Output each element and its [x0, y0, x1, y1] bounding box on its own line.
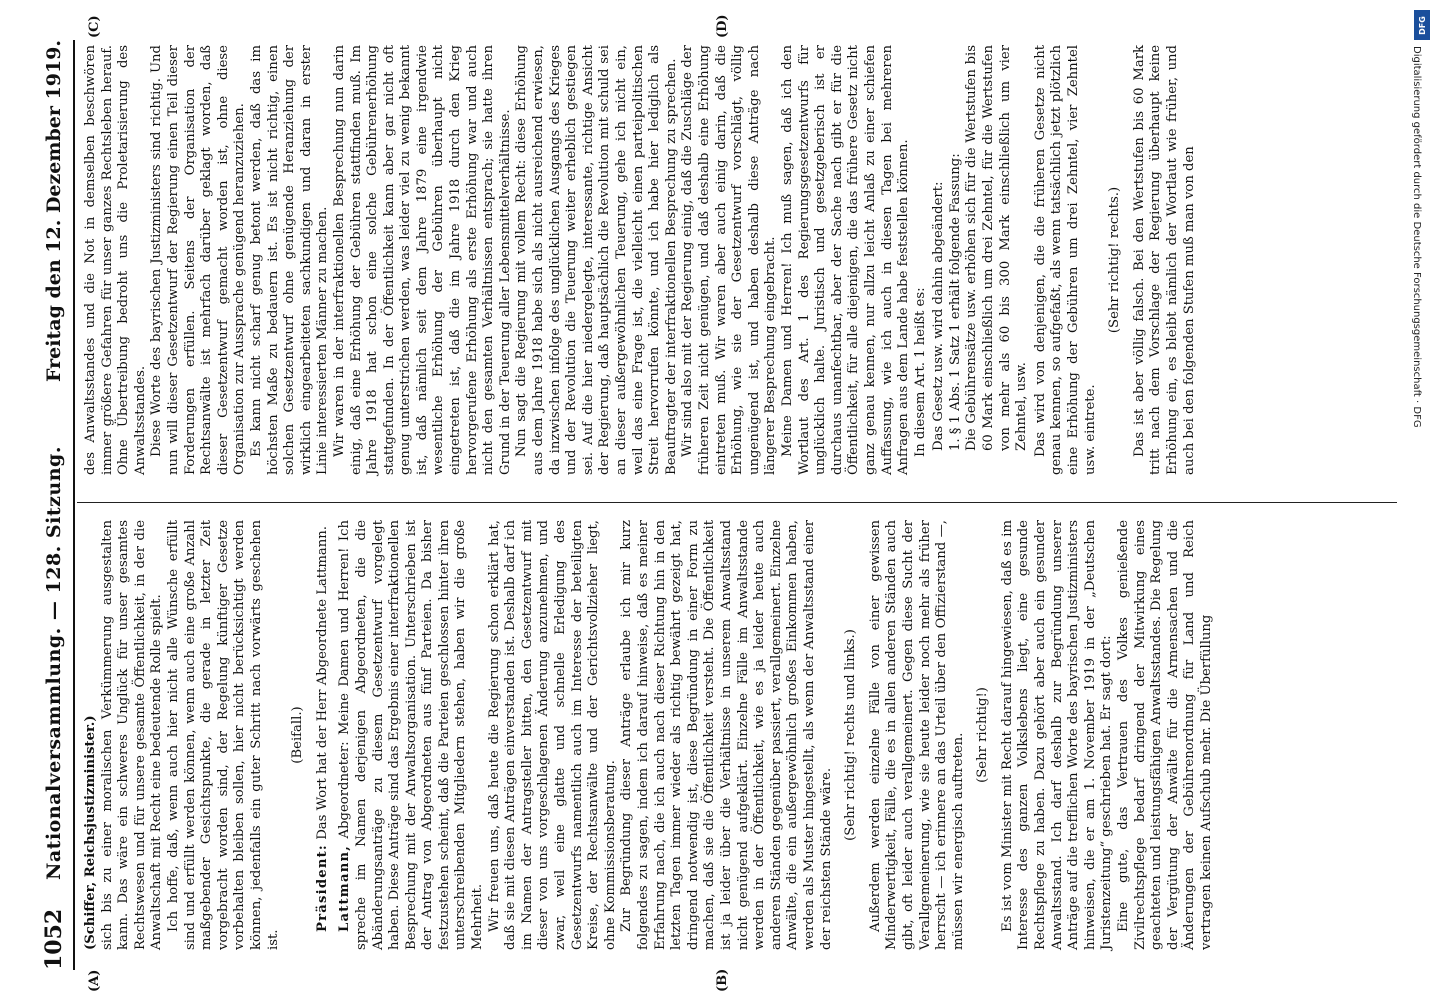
paragraph: Wir freuen uns, daß heute die Regierung schon erklärt hat, daß sie mit diesen Anträgen einverstanden ist. Deshalb darf ich im Namen der Antragsteller bitten, den Gesetzentwurf mit dieser von uns vorgeschlagenen Änderung anzunehmen, und zwar, weil eine glatte und schnelle Erledigung des Gesetzentwurfs namentlich auch im Interesse der beteiligten Kreise, der Rechtsanwälte und der Gerichtsvollzieher liegt, ohne Kommissionsberatung.	[486, 520, 618, 950]
paragraph: Ich hoffe, daß, wenn auch hier nicht alle Wünsche erfüllt sind und erfüllt werden können, wenn auch eine große Anzahl maßgebender Gesichtspunkte, die gerade in letzter Zeit vorgebracht worden sind, der Regelung künftiger Gesetze vorbehalten bleiben sollen, hier nicht berücksichtigt werden können, jedenfalls ein guter Schritt nach vorwärts geschehen ist.	[165, 520, 281, 950]
right-column	[83, 45, 1198, 475]
president-paragraph: Präsident: Das Wort hat der Herr Abgeordnete Lattmann.	[314, 526, 330, 932]
paragraph: Das ist aber völlig falsch. Bei den Wertstufen bis 60 Mark tritt nach dem Vorschlage der Regierung überhaupt keine Erhöhung ein, es bleibt nämlich der Wortlaut wie früher, und auch bei den folgenden Stufen muß man von den	[1131, 45, 1197, 475]
interjection: (Beifall.)	[290, 706, 306, 764]
left-column	[83, 520, 1216, 950]
list-item: Das Gesetz usw. wird dahin abgeändert:	[931, 181, 947, 451]
lattmann-paragraph: Lattmann, Abgeordneter: Meine Damen und Herren! Ich spreche im Namen derjenigen Abgeordneten, die die Abänderungsanträge zu diesem Gesetzentwurf vorgelegt haben. Diese Anträge sind das Ergebnis einer interfraktionellen Besprechung mit der Anwaltsorganisation. Unterschrieben ist der Antrag von Abgeordneten aus fünf Parteien. Da bisher festzustehen scheint, daß die Parteien geschlossen hinter ihren unterschreibenden Mitgliedern stehen, haben wir die große Mehrheit.	[337, 520, 486, 950]
page-header	[35, 40, 71, 970]
quotation-continued: des Anwaltsstandes und die Not in demselben beschwören immer größere Gefahren für unser ganzes Rechtsleben herauf. Ohne Übertreibung bedroht uns die Proletarisierung des Anwaltsstandes.	[83, 45, 148, 475]
list-item: Die Gebührensätze usw. erhöhen sich für die Wertstufen bis 60 Mark einschließlich um drei Zehntel, für die Wertstufen von mehr als 60 bis 300 Mark einschließlich um vier Zehntel, usw.	[964, 45, 1030, 451]
dfg-credit-text: Digitalisierung gefördert durch die Deutsche Forschungsgemeinschaft · DFG	[1411, 46, 1422, 428]
session-date: Freitag den 12. Dezember 1919.	[43, 40, 65, 382]
page-number: 1052	[41, 908, 67, 970]
paragraph: Außerdem werden einzelne Fälle von einer gewissen Minderwertigkeit, Fälle, die es in allen anderen Ständen auch gibt, oft leider auch verallgemeinert. Gegen diese Sucht der Verallgemeinerung, wie sie heute leider noch mehr als früher herrscht — ich erinnere an das Urteil über den Offizierstand —, müssen wir energisch auftreten.	[867, 520, 966, 950]
page-title: Nationalversammlung. — 128. Sitzung.	[43, 446, 65, 880]
paragraph: Nun sagt die Regierung mit vollem Recht: diese Erhöhung aus dem Jahre 1918 habe sich als nicht ausreichend erwiesen, da inzwischen infolge des unglücklichen Ausgangs des Krieges und der Revolution die Teuerung weiter erheblich gestiegen sei. Auf die hier niedergelegte, interessante, richtige Ansicht der Regierung, daß hauptsächlich die Revolution mit schuld sei an dieser außergewöhnlichen Teuerung, gehe ich nicht ein, weil das eine Frage ist, die vielleicht einen parteipolitischen Streit hervorrufen könnte, und ich habe hier lediglich als Beauftragter der interfraktionellen Besprechung zu sprechen.	[514, 45, 679, 475]
paragraph: Es kann nicht scharf genug betont werden, daß das im höchsten Maße zu bedauern ist. Es ist nicht richtig, einen solchen Gesetzentwurf ohne genügende Heranziehung der wirklich eingearbeiteten sachkundigen und daran in erster Linie interessierten Männer zu machen.	[248, 45, 331, 475]
paragraph: Wir waren in der interfraktionellen Besprechung nun darin einig, daß eine Erhöhung der Gebühren stattfinden muß. Im Jahre 1918 hat schon eine solche Gebührenerhöhung stattgefunden. In der Öffentlichkeit kann aber gar nicht oft genug unterstrichen werden, was leider viel zu wenig bekannt ist, daß nämlich seit dem Jahre 1879 eine irgendwie wesentliche Erhöhung der Gebühren überhaupt nicht eingetreten ist, daß die im Jahre 1918 durch den Krieg hervorgerufene Erhöhung als erste Erhöhung war und auch nicht den gesamten Verhältnissen entsprach; sie hatte ihren Grund in der Teuerung aller Lebensmittelverhältnisse.	[331, 45, 513, 475]
interjection: (Sehr richtig! rechts.)	[1107, 186, 1123, 334]
paragraph: Es ist vom Minister mit Recht darauf hingewiesen, daß es im Interesse des ganzen Volkslebens liegt, eine gesunde Rechtspflege zu haben. Dazu gehört aber auch ein gesunder Anwaltsstand. Ich darf deshalb zur Begründung unserer Anträge auf die trefflichen Worte des bayrischen Justizministers hinweisen, die er am 1. November 1919 in der „Deutschen Juristenzeitung“ geschrieben hat. Er sagt dort:	[999, 520, 1115, 950]
law-quotation	[931, 45, 1031, 451]
margin-marker-c: (C)	[87, 15, 102, 38]
header-rule	[73, 40, 75, 970]
paragraph: Meine Damen und Herren! Ich muß sagen, daß ich den Wortlaut des Art. 1 des Regierungsgesetzentwurfs für unglücklich halte. Juristisch und gesetzgeberisch ist er durchaus unanfechtbar, aber der Sache nach gibt er für die Öffentlichkeit, für alle diejenigen, die das frühere Gesetz nicht ganz genau kennen, nur allzu leicht Anlaß zu einer schiefen Auffassung, wie ich auch in diesen Tagen bei mehreren Anfragen aus dem Lande habe feststellen können.	[779, 45, 912, 475]
newspaper-page	[15, 0, 1410, 1000]
paragraph: Wir sind also mit der Regierung einig, daß die Zuschläge der früheren Zeit nicht genügen, und daß deshalb eine Erhöhung eintreten muß. Wir waren aber auch einig darin, daß die Erhöhung, wie sie der Gesetzentwurf vorschlägt, völlig ungenügend ist, und haben deshalb diese Anträge nach längerer Besprechung eingebracht.	[680, 45, 779, 475]
speaker-label: Lattmann,	[337, 844, 353, 932]
paragraph: Das wird von denjenigen, die die früheren Gesetze nicht genau kennen, so aufgefaßt, als wenn tatsächlich jetzt plötzlich eine Erhöhung der Gebühren um drei Zehntel, vier Zehntel usw. eintrete.	[1032, 45, 1098, 475]
paragraph: In diesem Art. 1 heißt es:	[912, 287, 928, 457]
speaker-attribution: (Schiffer, Reichsjustizminister.)	[83, 715, 98, 950]
paragraph: sich bis zu einer moralischen Verkümmerung ausgestalten kann. Das wäre ein schweres Unglück für unser gesamtes Rechtswesen und für unsere gesamte Öffentlichkeit, in der die Anwaltschaft mit Recht eine bedeutende Rolle spielt.	[99, 520, 165, 950]
list-item: 1. § 1 Abs. 1 Satz 1 erhält folgende Fassung:	[947, 153, 963, 451]
quotation: Eine gute, das Vertrauen des Volkes genießende Zivilrechtspflege bedarf dringend der Mitwirkung eines geachteten und leistungsfähigen Anwaltsstandes. Die Regelung der Vergütung der Anwälte für die Armensachen und die Änderungen der Gebührenordnung für Land und Reich vertragen keinen Aufschub mehr. Die Überfüllung	[1116, 520, 1214, 950]
speaker-label: Präsident:	[314, 843, 330, 932]
column-divider	[77, 502, 1397, 503]
margin-marker-d: (D)	[715, 14, 730, 38]
interjection: (Sehr richtig!)	[975, 687, 991, 783]
dfg-logo: DFG	[1414, 10, 1430, 40]
paragraph: Zur Begründung dieser Anträge erlaube ich mir kurz folgendes zu sagen, indem ich darauf hinweise, daß es meiner Erfahrung nach, die ich auch nach dieser Richtung hin in den letzten Tagen immer wieder als richtig bewährt gezeigt hat, dringend notwendig ist, diese Begründung in einer Form zu machen, daß sie die Öffentlichkeit versteht. Die Öffentlichkeit ist ja leider über die Verhältnisse in unserem Anwaltsstand nicht genügend aufgeklärt. Einzelne Fälle im Anwaltsstande werden in der Öffentlichkeit, wie es ja leider heute auch anderen Ständen gegenüber passiert, verallgemeinert. Einzelne Anwälte, die ein außergewöhnlich großes Einkommen haben, werden als Muster hingestellt, als wenn der Anwaltsstand einer der reichsten Stände wäre.	[619, 520, 834, 950]
interjection: (Sehr richtig! rechts und links.)	[843, 629, 859, 841]
paragraph: Diese Worte des bayrischen Justizministers sind richtig. Und nun will dieser Gesetzentwurf der Regierung einen Teil dieser Forderungen erfüllen. Seitens der Organisation der Rechtsanwälte ist mehrfach darüber geklagt worden, daß dieser Gesetzentwurf gemacht worden ist, ohne diese Organisation zur Aussprache genügend heranzuziehen.	[149, 45, 248, 475]
margin-marker-b: (B)	[715, 968, 730, 992]
margin-marker-a: (A)	[87, 969, 102, 992]
dfg-credit-strip	[1412, 6, 1432, 994]
